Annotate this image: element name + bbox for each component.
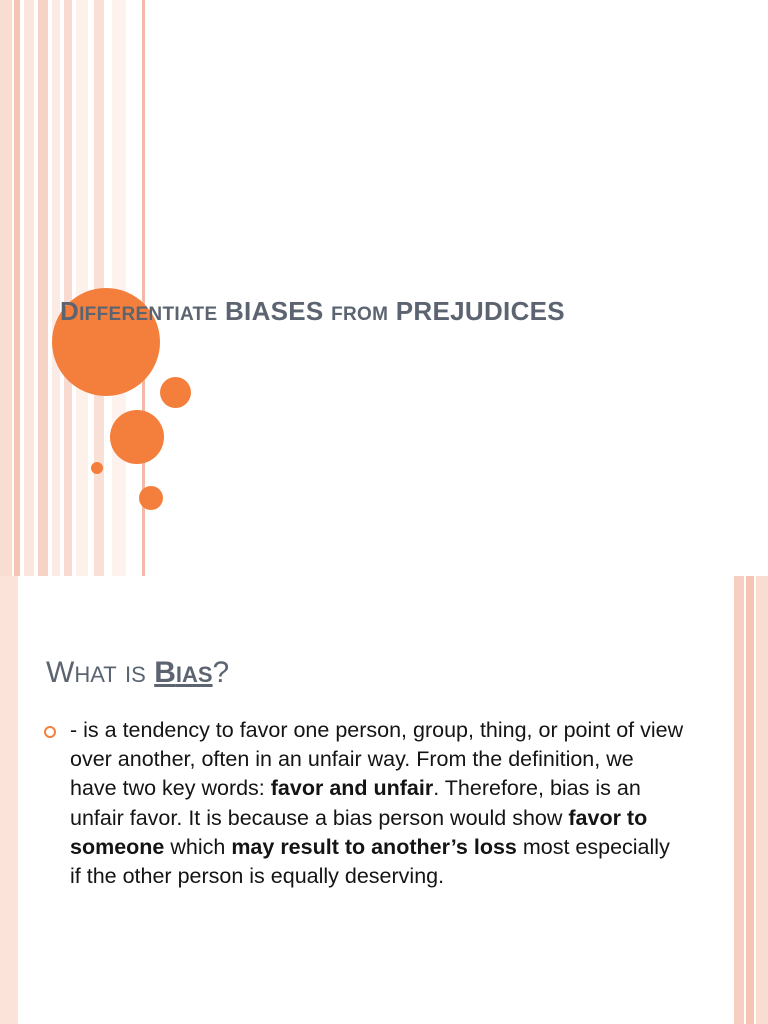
decorative-stripe <box>38 0 48 576</box>
decorative-stripe <box>64 0 72 576</box>
decorative-stripe <box>14 0 20 576</box>
circle-bullet-icon <box>44 726 56 738</box>
decorative-stripe <box>0 576 18 1024</box>
decorative-circle-medium <box>110 410 164 464</box>
decorative-stripe <box>734 576 744 1024</box>
slide-title: DIFFERENTIATE BIASES FROM PREJUDICES <box>60 296 565 326</box>
decorative-circle-small <box>160 377 191 408</box>
decorative-stripe <box>756 576 768 1024</box>
decorative-stripe <box>76 0 88 576</box>
slide-heading: WHAT IS BIAS? <box>46 656 230 689</box>
decorative-circle-small <box>139 486 163 510</box>
definition-bullet <box>44 716 684 891</box>
decorative-stripe <box>24 0 34 576</box>
decorative-circle-dot <box>91 462 103 474</box>
bias-term: BIAS <box>154 656 213 689</box>
decorative-stripe <box>52 0 60 576</box>
content-slide <box>0 576 768 1024</box>
decorative-stripe <box>0 0 12 576</box>
decorative-stripe <box>746 576 754 1024</box>
definition-text: - is a tendency to favor one person, group, thing, or point of view over another, often in an unfair way. From the definition, we have two key words: favor and unfair. Therefore, bias is an unfair favor. It is because a bias person would show favor to someone which may result to another’s loss most especially if the other person is equally deserving. <box>70 718 684 889</box>
